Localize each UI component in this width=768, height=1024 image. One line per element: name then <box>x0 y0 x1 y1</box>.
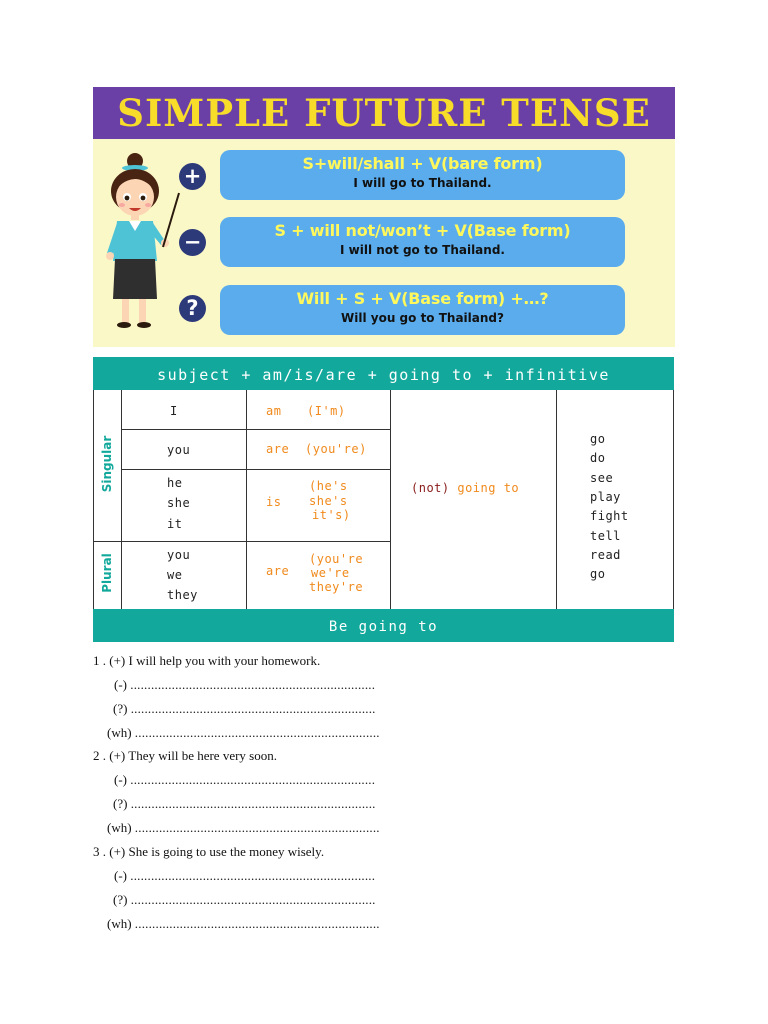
question-icon: ? <box>179 295 206 322</box>
answer-label: (?) <box>113 701 128 716</box>
table-header: subject + am/is/are + going to + infinitive <box>93 357 674 390</box>
answer-label: (-) <box>114 677 127 692</box>
answer-line[interactable] <box>113 892 376 908</box>
answer-line[interactable] <box>113 796 376 812</box>
exercise-number: 2 . <box>93 748 106 763</box>
subject-you: you <box>167 443 191 457</box>
verb-item: tell <box>590 528 621 543</box>
answer-line[interactable] <box>114 772 375 788</box>
answer-label: (wh) <box>107 725 132 740</box>
exercise-sentence: (+) She is going to use the money wisely. <box>109 844 325 859</box>
answer-label: (-) <box>114 868 127 883</box>
singular-label: Singular <box>100 435 114 493</box>
table-footer: Be going to <box>93 609 674 642</box>
teacher-illustration <box>99 153 185 333</box>
question-formula-box <box>220 285 625 335</box>
negative-formula: S + will not/won’t + V(Base form) <box>274 221 571 240</box>
answer-blank[interactable]: ....................................................................... <box>130 892 376 907</box>
answer-blank[interactable]: ....................................................................... <box>130 796 376 811</box>
exercise-sentence: (+) They will be here very soon. <box>109 748 277 763</box>
contraction-were: we're <box>311 566 350 580</box>
answer-line[interactable] <box>107 820 380 836</box>
grid-line <box>93 390 94 609</box>
affirmative-formula: S+will/shall + V(bare form) <box>302 154 543 173</box>
answer-label: (?) <box>113 796 128 811</box>
answer-label: (wh) <box>107 820 132 835</box>
contraction-im: (I'm) <box>307 404 346 418</box>
negative-formula-box <box>220 217 625 267</box>
answer-line[interactable] <box>107 725 380 741</box>
exercise-prompt <box>93 748 277 764</box>
answer-line[interactable] <box>114 677 375 693</box>
grid-line <box>390 390 391 609</box>
verb-item: do <box>590 451 606 466</box>
going-to-table <box>93 357 675 642</box>
verb-item: fight <box>590 509 629 524</box>
going-to-label: going to <box>457 481 520 495</box>
exercise-number: 3 . <box>93 844 106 859</box>
answer-blank[interactable]: ....................................................................... <box>134 916 380 931</box>
contraction-shes: she's <box>309 494 348 508</box>
answer-blank[interactable]: ....................................................................... <box>134 725 380 740</box>
grid-line <box>121 469 390 470</box>
affirmative-formula-box <box>220 150 625 200</box>
verb-item: see <box>590 470 614 485</box>
affirmative-example: I will go to Thailand. <box>353 176 492 190</box>
verb-item: go <box>590 567 606 582</box>
subject-we: we <box>167 568 183 582</box>
verb-item: go <box>590 432 606 446</box>
future-tense-banner <box>93 87 675 347</box>
grid-line <box>246 390 247 609</box>
contraction-theyre: they're <box>309 580 364 594</box>
answer-blank[interactable]: ....................................................................... <box>130 772 376 787</box>
answer-label: (?) <box>113 892 128 907</box>
grid-line <box>93 541 390 542</box>
be-are: are <box>266 442 290 456</box>
be-is: is <box>266 495 282 509</box>
exercise-sentence: (+) I will help you with your homework. <box>109 653 321 668</box>
answer-line[interactable] <box>114 868 375 884</box>
subject-they: they <box>167 588 198 602</box>
contraction-youre: (you're) <box>305 442 367 456</box>
grid-line <box>121 429 390 430</box>
question-example: Will you go to Thailand? <box>341 311 504 325</box>
grid-line <box>673 390 674 609</box>
plus-icon: + <box>179 163 206 190</box>
answer-blank[interactable]: ....................................................................... <box>130 868 376 883</box>
answer-line[interactable] <box>107 916 380 932</box>
not-going-to <box>411 479 519 498</box>
subject-she: she <box>167 496 191 510</box>
contraction-youre-plural: (you're <box>309 552 364 566</box>
banner-title: SIMPLE FUTURE TENSE <box>93 87 675 139</box>
subject-he: he <box>167 476 183 490</box>
answer-line[interactable] <box>113 701 376 717</box>
contraction-hes: (he's <box>309 479 348 493</box>
exercise-number: 1 . <box>93 653 106 668</box>
be-am: am <box>266 404 282 418</box>
answer-blank[interactable]: ....................................................................... <box>130 701 376 716</box>
question-formula: Will + S + V(Base form) +…? <box>296 289 549 308</box>
be-are-plural: are <box>266 564 290 578</box>
answer-blank[interactable]: ....................................................................... <box>134 820 380 835</box>
subject-it: it <box>167 517 183 531</box>
answer-label: (-) <box>114 772 127 787</box>
answer-blank[interactable]: ....................................................................... <box>130 677 376 692</box>
negative-example: I will not go to Thailand. <box>340 243 505 257</box>
grid-line <box>121 390 122 609</box>
exercise-prompt <box>93 653 320 669</box>
plural-label: Plural <box>100 553 114 593</box>
subject-you-plural: you <box>167 548 191 562</box>
contraction-its: it's) <box>312 508 351 522</box>
subject-i: I <box>170 404 178 418</box>
verb-item: read <box>590 547 621 562</box>
verb-item: play <box>590 489 621 504</box>
exercise-prompt <box>93 844 324 860</box>
answer-label: (wh) <box>107 916 132 931</box>
minus-icon: − <box>179 229 206 256</box>
grid-line <box>556 390 557 609</box>
not-label: (not) <box>411 481 450 495</box>
